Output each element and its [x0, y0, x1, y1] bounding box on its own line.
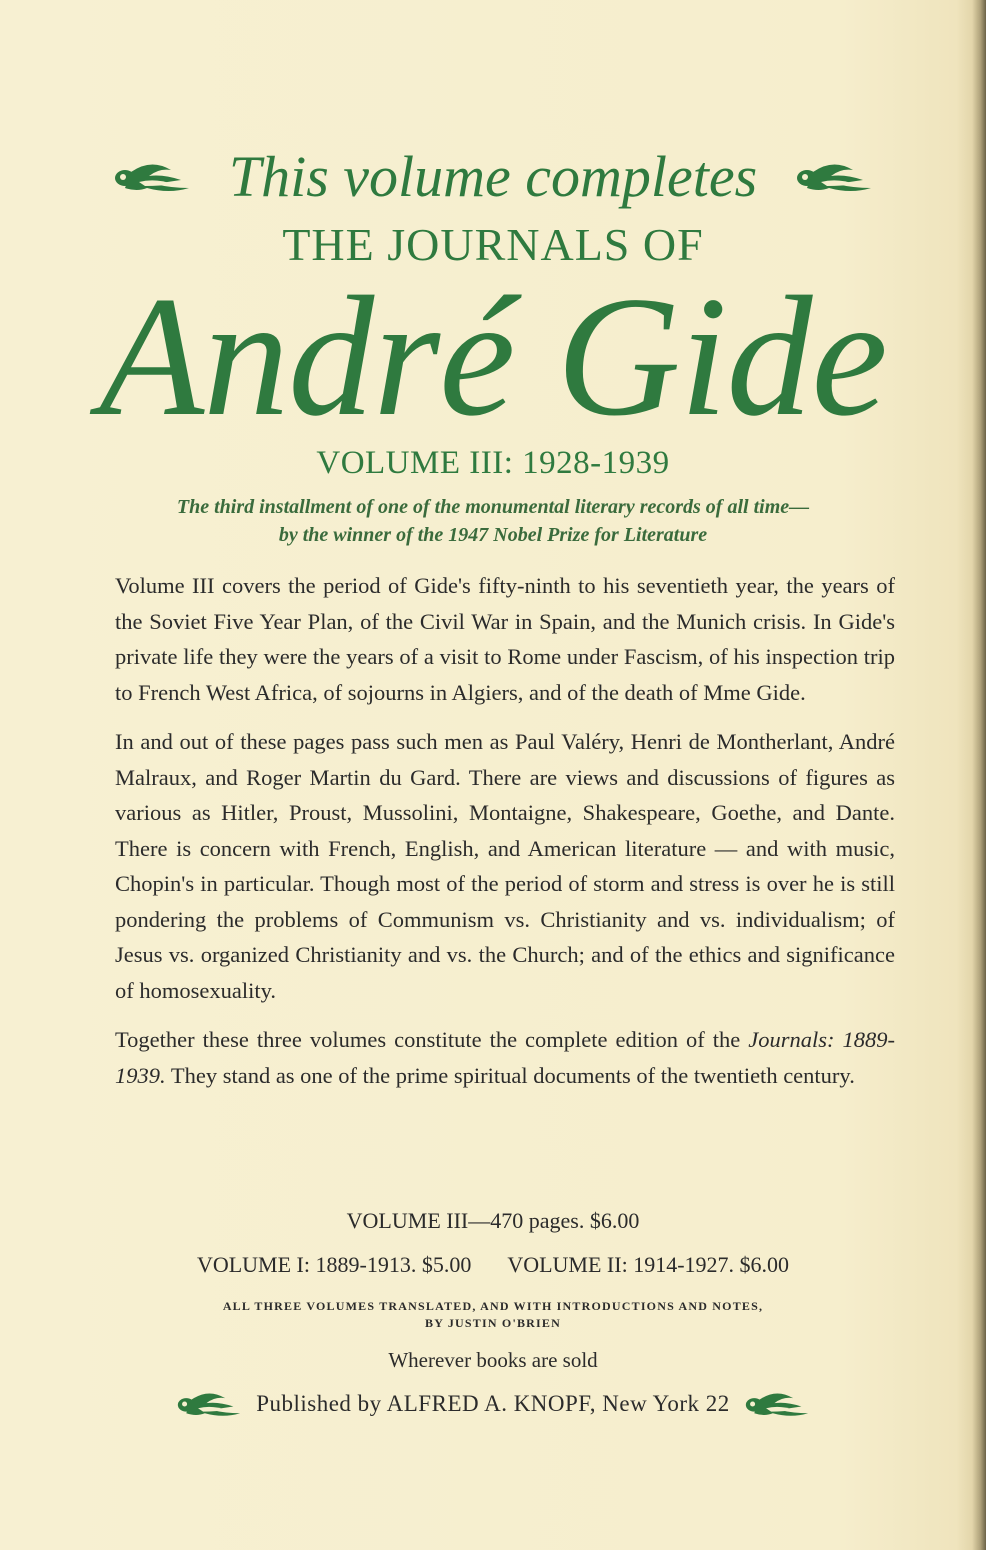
publisher-line — [0, 1388, 986, 1420]
tagline: This volume completes — [228, 144, 758, 209]
publisher: Published by ALFRED A. KNOPF, New York 22 — [256, 1391, 730, 1416]
volume-1-price: VOLUME I: 1889-1913. $5.00 — [196, 1252, 472, 1277]
volume-2-price: VOLUME II: 1914-1927. $6.00 — [507, 1252, 790, 1277]
paragraph-3 — [115, 1022, 895, 1093]
author-name: André Gide — [99, 262, 887, 452]
volume-heading: VOLUME III: 1928-1939 — [316, 445, 670, 481]
ornament-icon — [111, 158, 193, 196]
tagline-row — [0, 142, 986, 212]
description — [115, 568, 895, 1107]
volume-3-price: VOLUME III—470 pages. $6.00 — [346, 1208, 640, 1233]
subtitle-line-2: by the winner of the 1947 Nobel Prize for Literature — [278, 524, 708, 546]
paragraph-2: In and out of these pages pass such men as Paul Valéry, Henri de Montherlant, André Malraux, and Roger Martin du Gard. There are views and discussions of figures as various as Hitler, Proust, Mussolini, Montaigne, Shakespeare, Goethe, and Dante. There is concern with French, English, and American literature — and with music, Chopin's in particular. Though most of the period of storm and stress is over he is still pondering the problems of Communism vs. Christianity and vs. individualism; of Jesus vs. organized Christianity and vs. the Church; and of the ethics and significance of homosexuality. — [115, 729, 895, 1003]
paragraph-3-start: Together these three volumes constitute the complete edition of the — [115, 1027, 749, 1052]
ornament-icon — [738, 1388, 816, 1420]
other-volumes-prices — [0, 1252, 986, 1278]
translator-note-line-1: ALL THREE VOLUMES TRANSLATED, AND WITH INTRODUCTIONS AND NOTES, — [222, 1299, 764, 1313]
availability: Wherever books are sold — [388, 1348, 598, 1372]
translator-note-line-2: BY JUSTIN O'BRIEN — [425, 1316, 561, 1330]
journals-title: Journals: 1889-1939. — [115, 1027, 895, 1088]
subtitle — [0, 493, 986, 549]
paragraph-3-end: They stand as one of the prime spiritual documents of the twentieth century. — [165, 1062, 855, 1088]
subtitle-line-1: The third installment of one of the monumental literary records of all time— — [176, 496, 810, 518]
series-title: THE JOURNALS OF — [282, 219, 704, 270]
paragraph-1: Volume III covers the period of Gide's fifty-ninth to his seventieth year, the years of the Soviet Five Year Plan, of the Civil War in Spain, and the Munich crisis. In Gide's private life they were the years of a visit to Rome under Fascism, of his inspection trip to French West Africa, of sojourns in Algiers, and of the death of Mme Gide. — [115, 573, 895, 705]
ornament-icon — [170, 1388, 248, 1420]
ornament-icon — [793, 158, 875, 196]
translator-note — [0, 1298, 986, 1332]
